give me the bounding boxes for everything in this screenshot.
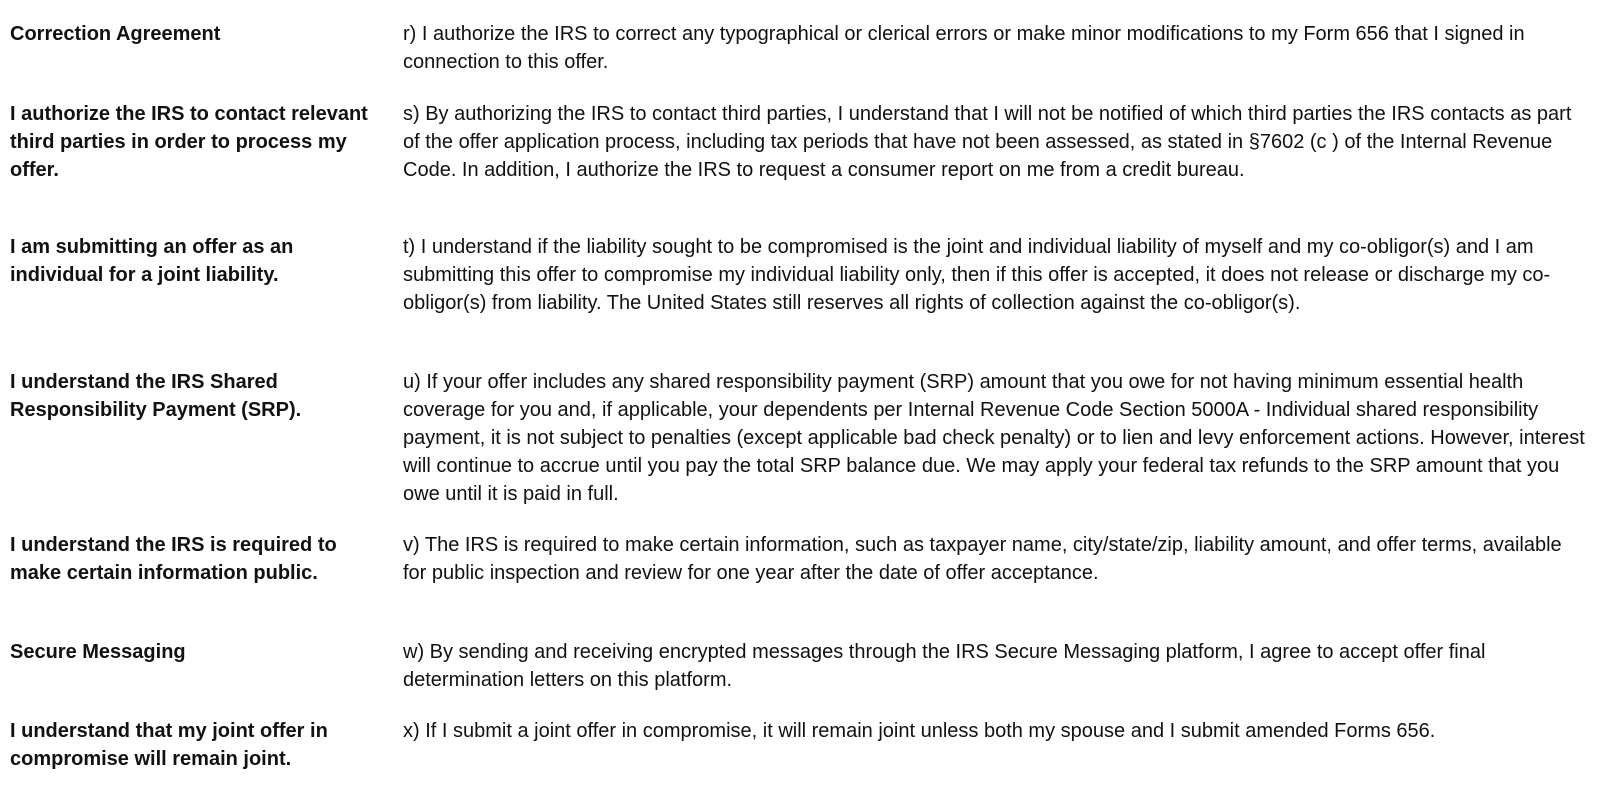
- item-label-t: I am submitting an offer as an individual for a joint liability.: [10, 236, 294, 286]
- item-text-x: x) If I submit a joint offer in compromise, it will remain joint unless both my spouse and I submit amended Forms 656.: [403, 720, 1436, 742]
- item-label-s: I authorize the IRS to contact relevant third parties in order to process my offer.: [10, 103, 368, 181]
- item-text-r: r) I authorize the IRS to correct any typographical or clerical errors or make minor modifications to my Form 656 that I signed in connection to this offer.: [403, 23, 1525, 73]
- item-label-v: I understand the IRS is required to make certain information public.: [10, 534, 337, 584]
- item-text-t: t) I understand if the liability sought to be compromised is the joint and individual liability of myself and my co-obligor(s) and I am submitting this offer to compromise my individual liability only, then if this offer is accepted, it does not release or discharge my co-obligor(s) from liability. The United States still reserves all rights of collection against the co-obligor(s).: [403, 236, 1551, 314]
- item-label-r: Correction Agreement: [10, 23, 221, 45]
- item-label-u: I understand the IRS Shared Responsibility Payment (SRP).: [10, 371, 302, 421]
- item-text-v: v) The IRS is required to make certain information, such as taxpayer name, city/state/zip, liability amount, and offer terms, available for public inspection and review for one year after the date of offer acceptance.: [403, 534, 1562, 584]
- item-text-s: s) By authorizing the IRS to contact third parties, I understand that I will not be notified of which third parties the IRS contacts as part of the offer application process, including tax periods that have not been assessed, as stated in §7602 (c ) of the Internal Revenue Code. In addition, I authorize the IRS to request a consumer report on me from a credit bureau.: [403, 103, 1572, 181]
- item-text-u: u) If your offer includes any shared responsibility payment (SRP) amount that you owe for not having minimum essential health coverage for you and, if applicable, your dependents per Internal Revenue Code Section 5000A - Individual shared responsibility payment, it is not subject to penalties (except applicable bad check penalty) or to lien and levy enforcement actions. However, interest will continue to accrue until you pay the total SRP balance due. We may apply your federal tax refunds to the SRP amount that you owe until it is paid in full.: [403, 371, 1585, 505]
- item-label-x: I understand that my joint offer in compromise will remain joint.: [10, 720, 328, 770]
- item-label-w: Secure Messaging: [10, 641, 186, 663]
- item-text-w: w) By sending and receiving encrypted messages through the IRS Secure Messaging platform, I agree to accept offer final determination letters on this platform.: [403, 641, 1486, 691]
